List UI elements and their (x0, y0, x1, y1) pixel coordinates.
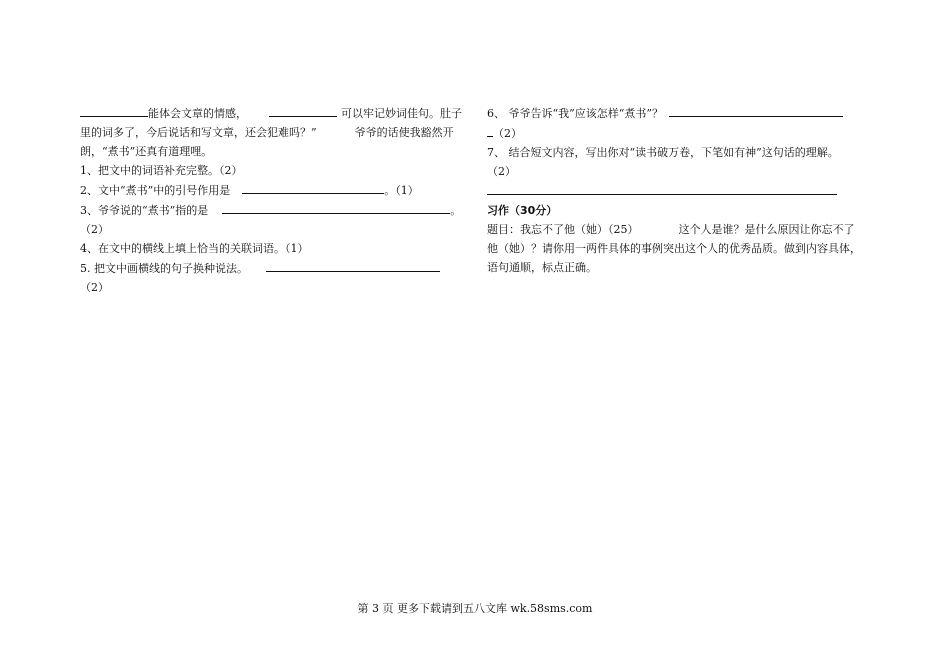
question-7-score (487, 162, 879, 181)
question-3-score (80, 220, 470, 239)
passage-text: 可以牢记妙词佳句。肚子 (341, 107, 462, 120)
writing-prompt-2 (487, 239, 879, 258)
question-6 (487, 103, 879, 123)
passage-text: 朗，“煮书”还真有道理哩。 (80, 145, 213, 158)
passage-line-2 (80, 123, 470, 142)
question-5 (80, 258, 470, 278)
question-text: 5. 把文中画横线的句子换种说法。 (80, 262, 248, 275)
question-text: 1、把文中的词语补充完整。（2） (80, 164, 243, 177)
writing-text: 题目：我忘不了他（她）（25） (487, 223, 639, 236)
passage-line-3 (80, 142, 470, 161)
question-text: 7、 结合短文内容，写出你对“读书破万卷，下笔如有神”这句话的理解。 (487, 146, 839, 159)
question-2 (80, 180, 470, 200)
passage-text: 里的词多了，今后说话和写文章，还会犯难吗？” (80, 126, 317, 139)
question-score: （2） (80, 281, 109, 294)
passage-line-1 (80, 103, 470, 123)
answer-blank (487, 181, 837, 195)
question-7 (487, 143, 879, 162)
passage-text: 能体会文章的情感， (148, 107, 247, 120)
answer-blank (222, 200, 450, 214)
writing-heading: 习作（30分） (487, 204, 558, 217)
question-score: （2） (487, 165, 516, 178)
question-6-score (487, 123, 879, 143)
answer-blank (669, 103, 843, 117)
question-punct: 。 (450, 204, 462, 217)
question-4 (80, 239, 470, 258)
left-column (80, 103, 470, 297)
question-5-score (80, 278, 470, 297)
writing-prompt-3 (487, 258, 879, 277)
answer-blank (266, 258, 440, 272)
fill-blank (269, 103, 337, 117)
question-text: 6、 爷爷告诉“我”应该怎样“煮书”？ (487, 107, 663, 120)
question-1 (80, 161, 470, 180)
right-column (487, 103, 879, 277)
question-3 (80, 200, 470, 220)
writing-text: 这个人是谁？是什么原因让你忘不了 (678, 223, 855, 236)
passage-text: 爷爷的话使我豁然开 (354, 126, 454, 139)
question-score: （2） (80, 223, 109, 236)
answer-line (487, 181, 879, 201)
question-score: 。（1） (384, 184, 419, 197)
writing-prompt-1 (487, 220, 879, 239)
question-text: 2、文中“煮书”中的引号作用是 (80, 184, 231, 197)
fill-blank (80, 103, 148, 117)
question-text: 3、爷爷说的“煮书”指的是 (80, 204, 209, 217)
question-score: （2） (493, 127, 522, 140)
answer-blank (242, 180, 384, 194)
question-text: 4、在文中的横线上填上恰当的关联词语。（1） (80, 242, 309, 255)
writing-text: 他（她）？请你用一两件具体的事例突出这个人的优秀品质。做到内容具体， (487, 242, 861, 255)
writing-text: 语句通顺，标点正确。 (487, 261, 597, 274)
page-footer: 第 3 页 更多下载请到五八文库 wk.58sms.com (357, 602, 593, 615)
